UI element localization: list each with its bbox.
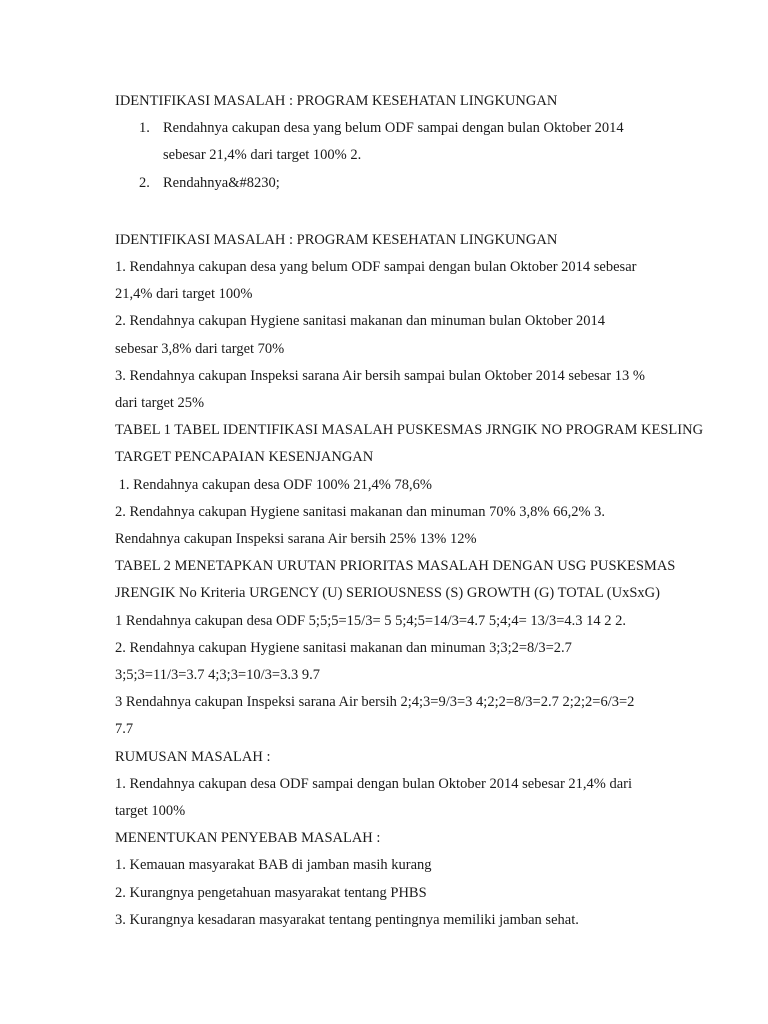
text-line: 2. Kurangnya pengetahuan masyarakat tentang PHBS [115,884,427,901]
text-line: 1. Rendahnya cakupan desa ODF sampai dengan bulan Oktober 2014 sebesar 21,4% dari [115,775,633,792]
section-heading: RUMUSAN MASALAH : [115,748,271,765]
text-line: 3 Rendahnya cakupan Inspeksi sarana Air bersih 2;4;3=9/3=3 4;2;2=8/3=2.7 2;2;2=6/3=2 [115,694,635,711]
list-text-line: sebesar 21,4% dari target 100% 2. [163,147,362,164]
section-heading: IDENTIFIKASI MASALAH : PROGRAM KESEHATAN LINGKUNGAN [115,231,558,248]
list-item [115,170,715,197]
table-caption: TARGET PENCAPAIAN KESENJANGAN [115,449,374,466]
text-line: 3. Kurangnya kesadaran masyarakat tentang pentingnya memiliki jamban sehat. [115,911,579,928]
table-caption: TABEL 2 MENETAPKAN URUTAN PRIORITAS MASALAH DENGAN USG PUSKESMAS [115,558,676,575]
list-number: 1. [139,120,150,137]
text-line: 1. Rendahnya cakupan desa yang belum ODF sampai dengan bulan Oktober 2014 sebesar [115,259,637,276]
text-line: Rendahnya cakupan Inspeksi sarana Air bersih 25% 13% 12% [115,531,477,548]
text-line: 2. Rendahnya cakupan Hygiene sanitasi makanan dan minuman 70% 3,8% 66,2% 3. [115,503,606,520]
text-line: dari target 25% [115,395,205,412]
list-text: Rendahnya&#8230; [163,174,280,191]
text-line: target 100% [115,803,186,820]
text-line: sebesar 3,8% dari target 70% [115,340,285,357]
table-caption: JRENGIK No Kriteria URGENCY (U) SERIOUSNESS (S) GROWTH (G) TOTAL (UxSxG) [115,585,660,602]
text-line: 2. Rendahnya cakupan Hygiene sanitasi makanan dan minuman bulan Oktober 2014 [115,313,606,330]
text-line: 7.7 [115,721,134,738]
numbered-list [115,115,715,197]
text-line: 1. Kemauan masyarakat BAB di jamban masih kurang [115,857,432,874]
section-heading: MENENTUKAN PENYEBAB MASALAH : [115,830,381,847]
document-page [115,88,715,934]
text-line: 21,4% dari target 100% [115,286,253,303]
list-item [115,115,715,169]
section-heading: IDENTIFIKASI MASALAH : PROGRAM KESEHATAN LINGKUNGAN [115,93,558,109]
text-line: 3. Rendahnya cakupan Inspeksi sarana Air bersih sampai bulan Oktober 2014 sebesar 13 % [115,367,645,384]
text-line: 3;5;3=11/3=3.7 4;3;3=10/3=3.3 9.7 [115,667,320,684]
list-text-line: Rendahnya cakupan desa yang belum ODF sampai dengan bulan Oktober 2014 [163,120,624,137]
text-line: 2. Rendahnya cakupan Hygiene sanitasi makanan dan minuman 3;3;2=8/3=2.7 [115,639,572,656]
blank-gap [115,197,715,227]
table-caption: TABEL 1 TABEL IDENTIFIKASI MASALAH PUSKESMAS JRNGIK NO PROGRAM KESLING [115,422,704,439]
list-number: 2. [139,174,150,191]
text-line: 1 Rendahnya cakupan desa ODF 5;5;5=15/3= 5 5;4;5=14/3=4.7 5;4;4= 13/3=4.3 14 2 2. [115,612,627,629]
list-text [163,115,683,169]
text-line: 1. Rendahnya cakupan desa ODF 100% 21,4% 78,6% [115,476,432,493]
